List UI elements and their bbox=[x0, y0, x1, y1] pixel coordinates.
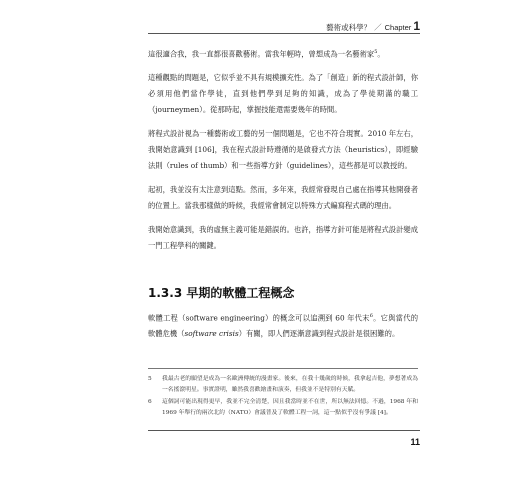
paragraph-text: 這很適合我，我一直都很喜歡藝術。當我年輕時，曾想成為一名藝術家 bbox=[148, 49, 375, 59]
section-heading bbox=[148, 284, 294, 301]
footnote-rule bbox=[148, 368, 418, 369]
running-header bbox=[326, 19, 420, 33]
paragraph-text: 將程式設計視為一種藝術或工藝的另一個問題是，它也不符合現實。2010 年左右，我開始意識到 [106]，我在程式設計時遵循的是啟發式方法（heuristics），即經驗法則（rules of thumb）和一些指導方針（guidelines），這些都是可以教授的。 bbox=[148, 129, 418, 171]
page-number: 11 bbox=[410, 437, 420, 447]
paragraph-text: 軟體工程（software engineering）的概念可以追溯到 60 年代末 bbox=[148, 313, 370, 323]
paragraph bbox=[148, 126, 418, 174]
paragraph bbox=[148, 44, 418, 62]
header-chapter-label: Chapter bbox=[384, 23, 412, 32]
header-title: 藝術或科學？ bbox=[326, 23, 372, 32]
paragraph-text: 這種觀點的問題是，它似乎並不具有規模擴充性。為了「創造」新的程式設計師，你必須用他們當作學徒，直到他們學到足夠的知識，成為了學徒期滿的職工（journeymen）。從那時起，掌握技能還需要幾年的時間。 bbox=[148, 73, 418, 115]
section-title: 早期的軟體工程概念 bbox=[186, 286, 295, 300]
section-number: 1.3.3 bbox=[148, 286, 183, 300]
paragraph bbox=[148, 70, 418, 118]
section-body bbox=[148, 308, 418, 350]
footnote-ref: 6 bbox=[369, 313, 373, 319]
footer-rule bbox=[148, 430, 420, 431]
header-chapter-number: 1 bbox=[413, 19, 420, 33]
footnote-ref: 5 bbox=[374, 49, 378, 55]
italic-term: software crisis bbox=[184, 329, 239, 339]
paragraph bbox=[148, 222, 418, 254]
paragraph-text: 起初，我並沒有太注意到這點。然而，多年來，我經常發現自己處在指導其他開發者的位置上。當我那樣做的時候，我經常會制定以特殊方式編寫程式碼的理由。 bbox=[148, 185, 418, 211]
header-rule bbox=[148, 33, 420, 34]
paragraph bbox=[148, 308, 418, 342]
body-text bbox=[148, 44, 418, 262]
paragraph bbox=[148, 182, 418, 214]
footnote-number: 5 bbox=[148, 376, 152, 382]
header-separator: ／ bbox=[374, 23, 382, 32]
footnote bbox=[148, 397, 418, 419]
footnote-number: 6 bbox=[148, 399, 152, 405]
paragraph-tail: 。 bbox=[377, 49, 385, 59]
footnote bbox=[148, 374, 418, 396]
footnote-text: 這個詞可能出現得更早，我並不完全清楚，因且我當時並不在世，所以無法回憶。不過，1968 年和 1969 年舉行的兩次北約（NATO）會議普及了軟體工程一詞，這一點似乎沒有爭議 [4]。 bbox=[162, 399, 418, 416]
footnotes bbox=[148, 374, 418, 420]
paragraph-text: ）有關，即人們逐漸意識到程式設計是很困難的。 bbox=[238, 329, 400, 339]
footnote-text: 我最古老的願望是成為一名歐洲傳統的漫畫家。後來，在我十幾歲的時候，我拿起吉他，夢想著成為一名搖滾明星。事實證明，雖然我喜歡繪畫和演奏，但我並不是特別有天賦。 bbox=[162, 376, 418, 393]
paragraph-text: 。它與當代的軟體危機（ bbox=[148, 313, 419, 339]
paragraph-text: 我開始意識到，我的虛無主義可能是錯誤的。也許，指導方針可能是將程式設計變成一門工程學科的關鍵。 bbox=[148, 225, 418, 251]
